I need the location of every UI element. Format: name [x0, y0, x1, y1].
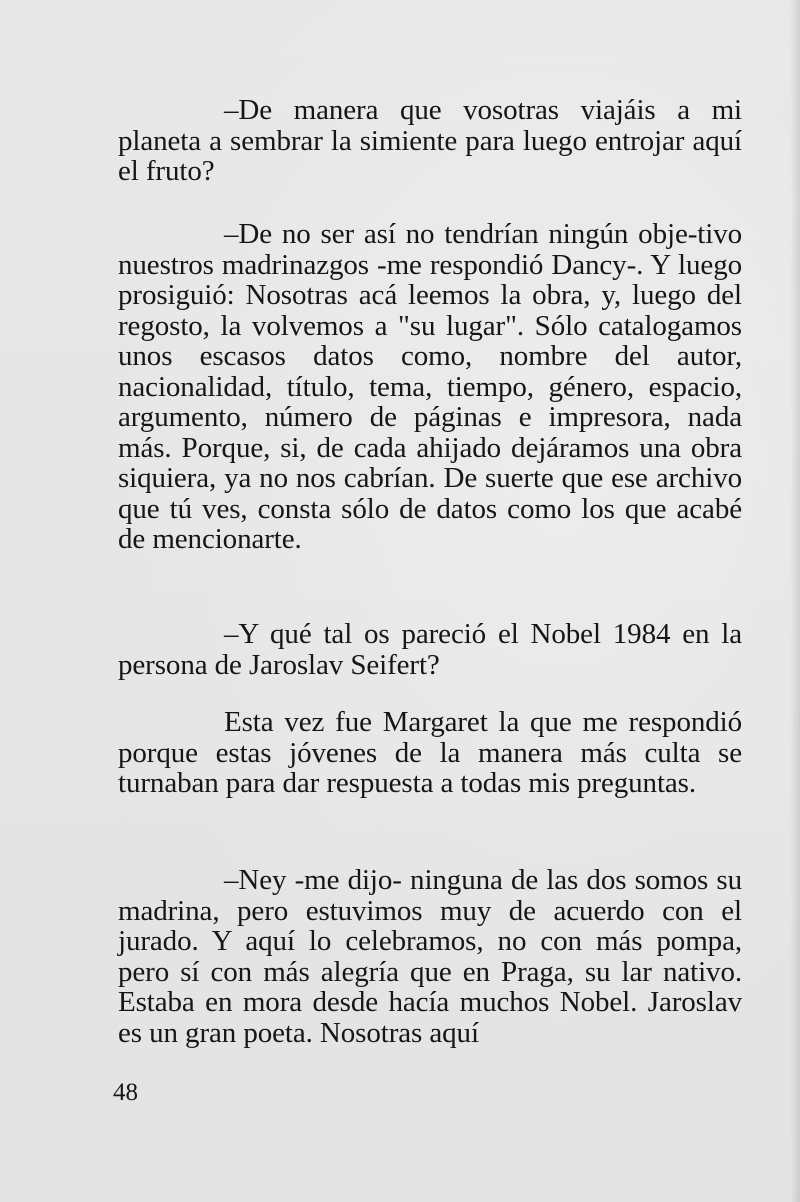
paragraph-question-planet: –De manera que vosotras viajáis a mi planeta a sembrar la simiente para luego entrojar aquí el fruto? [118, 94, 742, 187]
page-number: 48 [113, 1079, 138, 1106]
paragraph-margaret-intro: Esta vez fue Margaret la que me respondió porque estas jóvenes de la manera más culta se turnaban para dar respuesta a todas mis preguntas. [118, 706, 742, 799]
page-edge-shadow [790, 0, 800, 1202]
paragraph-question-nobel: –Y qué tal os pareció el Nobel 1984 en la persona de Jaroslav Seifert? [118, 618, 742, 681]
paragraph-margaret-reply: –Ney -me dijo- ninguna de las dos somos su madrina, pero estuvimos muy de acuerdo con el jurado. Y aquí lo celebramos, no con más pompa, pero sí con más alegría que en Praga, su lar nativo. Estaba en mora desde hacía muchos Nobel. Jaroslav es un gran poeta. Nosotras aquí [118, 864, 742, 1049]
paragraph-dancy-reply: –De no ser así no tendrían ningún obje-tivo nuestros madrinazgos -me respondió Dancy-. Y luego prosiguió: Nosotras acá leemos la obra, y, luego del regosto, la volvemos a "su lugar". Sólo catalogamos unos escasos datos como, nombre del autor, nacionalidad, título, tema, tiempo, género, espacio, argumento, número de páginas e impresora, nada más. Porque, si, de cada ahijado dejáramos una obra siquiera, ya no nos cabrían. De suerte que ese archivo que tú ves, consta sólo de datos como los que acabé de mencionarte. [118, 218, 742, 555]
